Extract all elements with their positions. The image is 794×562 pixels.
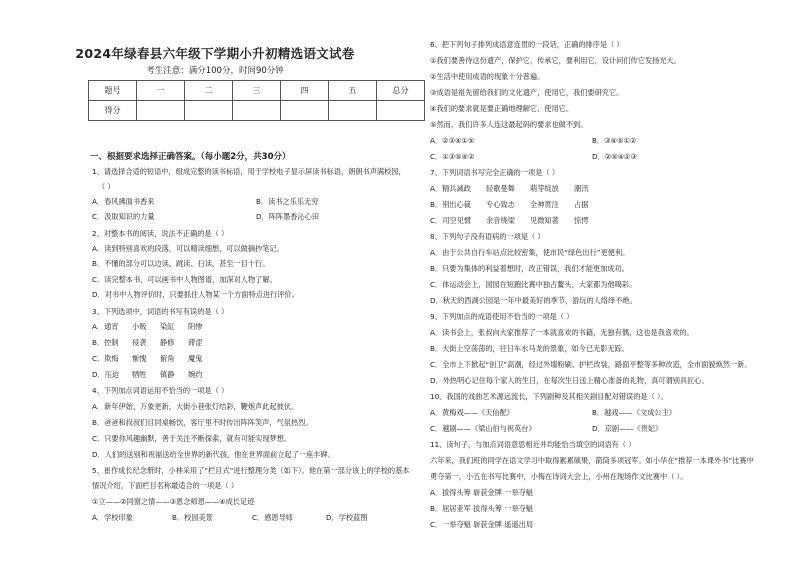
sentence: ⑤然而，我们许多人连这最起码的要求也做不到。: [430, 120, 588, 129]
score-header-cell: 二: [185, 81, 233, 101]
score-cell[interactable]: [281, 101, 329, 121]
option: D．学校蓝图: [326, 513, 368, 522]
option: A．精兵减政: [430, 184, 471, 193]
question-text: 11、读句子，与加点词语意思相近并均能恰当填空的词语有（ ）: [430, 440, 636, 449]
score-header-cell: 一: [137, 81, 185, 101]
option: A．读书会上，张叔向大家推荐了一本就喜欢的书籍，无独有偶，这也是我喜欢的。: [430, 328, 694, 337]
section-heading: 一、根据要求选择正确答案。（每小题2分，共30分）: [90, 152, 291, 162]
option: C．司空见惯: [430, 216, 471, 225]
option: B．控制: [92, 338, 119, 347]
option: D．对书中人物评价时，只要抓住人物某一个方面特点进行评价。: [92, 290, 299, 299]
option: B．越戏——《文成公主》: [592, 408, 676, 417]
option: A．新年伊始，万象更新，大街小巷张灯结彩，鞭炮声此起彼伏。: [92, 402, 299, 411]
question-text: 3、下列选项中，词语的书写有误的是（ ）: [92, 307, 229, 316]
question-text: ①立——②同窗之情——③恩念师恩——④成长足迹: [92, 497, 255, 506]
exam-note: 考生注意：满分100分，时间90分钟: [146, 66, 284, 76]
option: D．人们的送别和祝福送给全世界的新代孩，他在世界面前立起了一座丰碑。: [92, 450, 335, 459]
option-word: 专心致志: [486, 200, 515, 209]
option-word: 惊愕: [574, 216, 589, 225]
option: B．屈居亚军 拔得头筹 一举夺魁: [430, 504, 533, 513]
option-word: 侵袭: [132, 338, 147, 347]
option: C．体运动会上，园园在短跑比赛中独占鳌头，大家都为他喝彩。: [430, 280, 637, 289]
sentence: ①我们要善待这份遗产，保护它，传承它，要利用它，设计问们传它发扬光大。: [430, 56, 681, 65]
option-word: 占据: [574, 200, 589, 209]
score-cell[interactable]: [185, 101, 233, 121]
option: C．一举夺魁 崭获金牌 遥遥出局: [430, 520, 534, 529]
option: C．欺悔: [92, 354, 119, 363]
paragraph-line: 六年来，我们班的同学在语文学习中取得累累硕果，箭筒多项冠军。如小华在“推荐一本课外书”比赛中: [430, 456, 754, 465]
option: C．汲取知识的力量: [92, 212, 155, 221]
question-text: 4、下列加点词语运用不恰当的一项是（ ）: [92, 386, 229, 395]
option: C．读完整本书，可以画书中人物图谱，加深对人物了解。: [92, 275, 277, 284]
option-word: 魔鬼: [188, 354, 203, 363]
score-header-cell: 总分: [377, 81, 425, 101]
option: A．通宵: [92, 322, 119, 331]
score-header-cell: 四: [281, 81, 329, 101]
sentence: ②生活中使用成语的现象十分普遍。: [430, 72, 545, 81]
question-text: 9、下列加点的成语使用不恰当的一项是（ ）: [430, 312, 574, 321]
option: C．感恩导师: [252, 513, 293, 522]
sentence: ④我们的要求就是要正确地理解它、使用它。: [430, 104, 574, 113]
option: B．大街上空荡荡的，往日车水马龙的景象，如今已无影无踪。: [430, 344, 629, 353]
option: B．③④⑤①②: [592, 136, 637, 145]
option: A．②③④①⑤: [430, 136, 475, 145]
option: D．②⑤④①③: [592, 152, 637, 161]
score-cell[interactable]: [233, 101, 281, 121]
question-text: 7、下列词语书写完全正确的一项是（ ）: [430, 168, 560, 177]
answer-blank: （ ）: [98, 182, 115, 191]
score-header-cell: 三: [233, 81, 281, 101]
option-word: 阴惨: [188, 322, 203, 331]
question-text: 2、对整本书的阅读，说法不正确的是（ ）: [92, 229, 229, 238]
option-word: 镇静: [160, 370, 175, 379]
option-word: 静修: [160, 338, 175, 347]
option-word: 轻歌曼舞: [486, 184, 515, 193]
score-cell[interactable]: [329, 101, 377, 121]
option: A．读到特别喜欢的段落，可以精读细想，可以做摘抄笔记。: [92, 244, 284, 253]
question-text: 8、下列句子没有语病的一项是（ ）: [430, 232, 545, 241]
question-text: 情况介绍，下面栏目名称最适合的一项是（ ）: [92, 481, 239, 490]
sentence: ③成语是祖先留给我们的文化遗产，使用它，我们要研究它。: [430, 88, 624, 97]
score-header-cell: 题号: [89, 81, 137, 101]
option: D．秋天的西湖公园是一年中最美好的季节，游玩的人络绎不绝。: [430, 296, 637, 305]
option: A．学校印象: [92, 513, 133, 522]
option-word: 见微知著: [530, 216, 559, 225]
option: A．拔得头筹 崭获金牌 一举夺魁: [430, 488, 533, 497]
option: A．黄梅戏——《天仙配》: [430, 408, 514, 417]
option: B．只要为集体的利益着想时，改正错误，我们才能更加成功。: [430, 264, 629, 273]
option: B．校园美景: [172, 513, 213, 522]
option: B．不懂的部分可以边读、跳读、扫读，甚至一目十行。: [92, 259, 270, 268]
option-word: 潮汛: [574, 184, 589, 193]
score-row-label: 得分: [89, 101, 137, 121]
option-word: 全神贯注: [530, 200, 559, 209]
score-header-cell: 五: [329, 81, 377, 101]
option: C．越剧——《梁山伯与祝英台》: [430, 424, 536, 433]
option: C．只要你风趣幽默，善于关注不断探索，就有可能实现梦想。: [92, 434, 292, 443]
option: D．京剧——《贵妃》: [592, 424, 663, 433]
score-cell[interactable]: [137, 101, 185, 121]
question-text: 6、把下列句子排列成语意连贯的一段话，正确的排序是（ ）: [430, 40, 624, 49]
option-word: 牺牲: [132, 370, 147, 379]
option: A．由于公共自行车站点比较密集，使市民“绿色出行”更便利。: [430, 248, 630, 257]
option: A．春风拂面书香来: [92, 197, 155, 206]
question-text: 5、崔作成长纪念册时，小林采用了“栏目式”进行整理分类（如下）。他在第一部分该上的学校的基本: [92, 466, 410, 475]
option-word: 小贩: [132, 322, 147, 331]
option-word: 滞涩: [188, 338, 203, 347]
option-word: 余音绕梁: [486, 216, 515, 225]
question-text: 1、请选择合适的短语中，组成完整的读书标语，用于学校电子显示屏读书标语，朗朗书声满校园，: [92, 167, 406, 176]
right-column: [426, 0, 794, 562]
option-word: 婉约: [188, 370, 203, 379]
option: C．全市上下掀起“创卫”高潮，经过外墙粉刷、护栏改装，路面平整等多种改造，全市面貌焕然一新。: [430, 360, 752, 369]
option: D．外热明心记住每个家人的生日，在每次生日送上精心准备的礼物，真可谓别具匠心。: [430, 376, 709, 385]
page-title: 2024年绿春县六年级下学期小升初精选语文试卷: [75, 46, 355, 61]
option: D．阵阵墨香沁心田: [256, 212, 320, 221]
option: D．压迫: [92, 370, 120, 379]
score-cell[interactable]: [377, 101, 425, 121]
option-word: 萌芽绽放: [530, 184, 559, 193]
option: B．别出心裁: [430, 200, 471, 209]
option: B．爸爸和叔叔们目同桌畅饮，客厅里不时传出阵阵笑声，气氛热烈。: [92, 418, 313, 427]
option: C．①③⑤④②: [430, 152, 475, 161]
paragraph-line: 勇夺第一，小五在书写比赛中，小梅在诗词大会上，小州在现场作文比赛中（ ）。: [430, 472, 688, 481]
option: B．读书之乐乐无穷: [256, 197, 319, 206]
score-table: [88, 80, 425, 121]
option-word: 染缸: [160, 322, 175, 331]
option-word: 俯角: [160, 354, 175, 363]
option-word: 惭愧: [132, 354, 147, 363]
question-text: 10、我国的戏曲艺术源远流长，下列剧种及其相关剧目配对错误的是（ ）。: [430, 392, 668, 401]
